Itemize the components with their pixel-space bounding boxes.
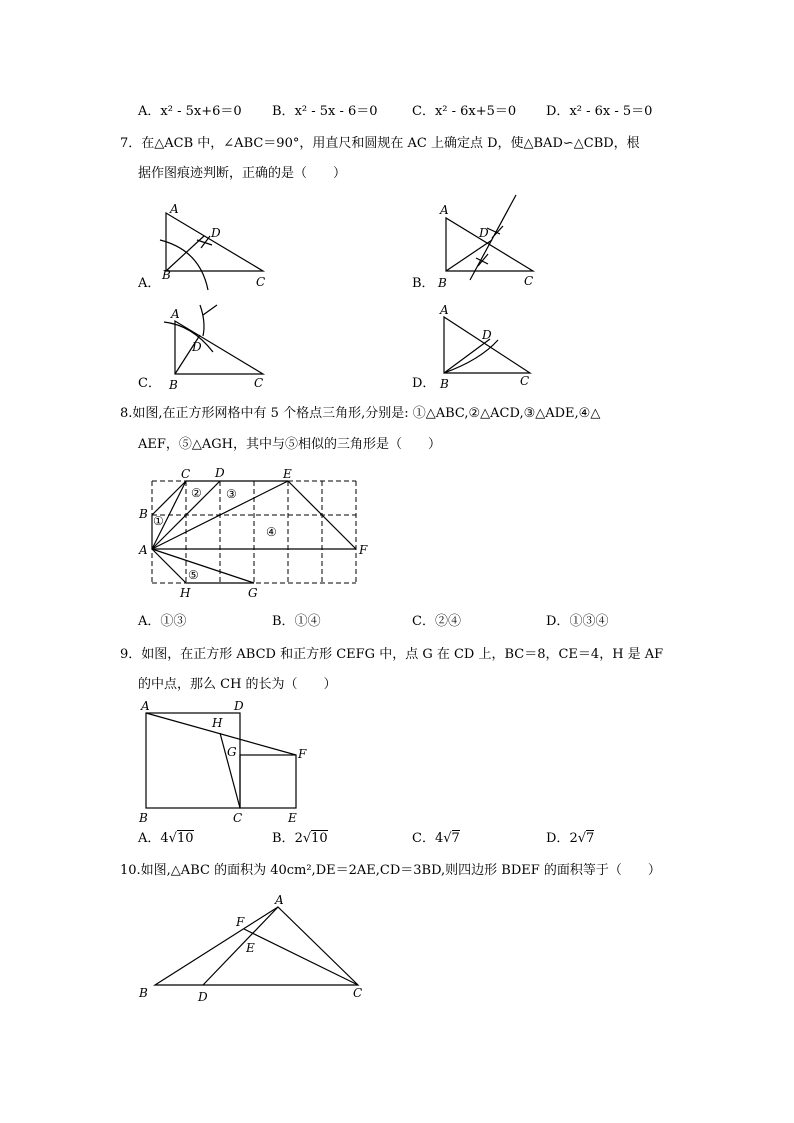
point-label-b: B <box>169 378 178 392</box>
q7-option-b-label[interactable]: B． <box>412 276 435 291</box>
option-label: A． <box>138 614 161 629</box>
point-label-b: B <box>139 986 148 1000</box>
label-circle-1: ① <box>153 514 164 528</box>
point-label-e: E <box>288 811 297 825</box>
q9-text-line2: 的中点，那么 CH 的长为（ ） <box>138 677 337 692</box>
label-circle-5: ⑤ <box>188 568 199 582</box>
point-label-e: E <box>283 467 292 481</box>
option-text: ①③ <box>160 614 187 629</box>
option-text: x² - 5x - 6＝0 <box>294 104 378 119</box>
q9-text-line1: 9．如图，在正方形 ABCD 和正方形 CEFG 中，点 G 在 CD 上，BC＝8，CE＝4，H 是 AF <box>120 647 664 662</box>
option-radicand: 7 <box>586 831 595 846</box>
option-label: D． <box>546 614 570 629</box>
option-coef: 2 <box>294 831 303 846</box>
option-text: ②④ <box>434 614 461 629</box>
point-label-a: A <box>440 203 449 217</box>
point-label-c: C <box>524 274 534 288</box>
option-text: x² - 5x+6＝0 <box>160 104 242 119</box>
option-label: D． <box>546 104 570 119</box>
q8-text-line1: 8.如图,在正方形网格中有 5 个格点三角形,分别是: ①△ABC,②△ACD,③△ADE,④△ <box>120 406 601 421</box>
point-label-b: B <box>440 377 449 391</box>
segment-cf <box>244 929 358 985</box>
point-label-a: A <box>141 699 150 713</box>
point-label-b: B <box>162 268 171 282</box>
point-label-b: B <box>139 507 148 521</box>
option-radicand: 7 <box>451 831 460 846</box>
option-label: B． <box>272 831 295 846</box>
point-label-h: H <box>180 586 191 600</box>
label-circle-4: ④ <box>266 525 277 539</box>
q7-option-c-label[interactable]: C． <box>138 376 161 391</box>
option-label: D． <box>546 831 570 846</box>
point-label-f: F <box>236 915 245 929</box>
option-radicand: 10 <box>176 831 194 846</box>
option-label: B． <box>272 614 295 629</box>
point-label-a: A <box>139 543 148 557</box>
point-label-e: E <box>246 941 255 955</box>
label-circle-3: ③ <box>226 487 237 501</box>
point-label-g: G <box>227 745 237 759</box>
point-label-a: A <box>440 303 449 317</box>
point-label-c: C <box>233 811 243 825</box>
point-label-d: D <box>479 226 489 240</box>
option-coef: 4 <box>434 831 444 846</box>
point-label-a: A <box>171 307 180 321</box>
point-label-d: D <box>234 699 244 713</box>
option-label: C． <box>412 614 435 629</box>
sqrt-symbol: √ <box>577 831 587 846</box>
point-label-d: D <box>192 340 202 354</box>
q8-text-line2: AEF，⑤△AGH，其中与⑤相似的三角形是（ ） <box>138 437 442 452</box>
sqrt-symbol: √ <box>443 831 452 846</box>
point-label-d: D <box>482 328 492 342</box>
point-label-c: C <box>181 467 191 481</box>
point-label-c: C <box>353 986 363 1000</box>
q7-text-line2: 据作图痕迹判断，正确的是（ ） <box>138 166 347 181</box>
option-text: ①④ <box>294 614 321 629</box>
point-label-c: C <box>254 376 264 390</box>
option-label: A． <box>138 104 161 119</box>
q7-option-d-label[interactable]: D． <box>412 376 436 391</box>
point-label-d: D <box>215 466 225 480</box>
option-coef: 4 <box>160 831 169 846</box>
q10-text-line1: 10.如图,△ABC 的面积为 40cm²,DE＝2AE,CD＝3BD,则四边形 BDEF 的面积等于（ ） <box>120 863 661 878</box>
option-text: x² - 6x+5＝0 <box>434 104 517 119</box>
point-label-f: F <box>359 543 368 557</box>
option-label: B． <box>272 104 295 119</box>
option-coef: 2 <box>569 831 578 846</box>
point-label-c: C <box>520 374 530 388</box>
option-label: A． <box>138 831 161 846</box>
option-label: C． <box>412 104 435 119</box>
point-label-h: H <box>212 716 223 730</box>
sqrt-symbol: √ <box>302 831 312 846</box>
point-label-a: A <box>275 893 284 907</box>
point-label-d: D <box>211 226 221 240</box>
point-label-a: A <box>170 202 179 216</box>
point-label-b: B <box>139 811 148 825</box>
option-radicand: 10 <box>311 831 328 846</box>
point-label-g: G <box>248 586 258 600</box>
point-label-d: D <box>198 990 208 1004</box>
option-text: ①③④ <box>569 614 609 629</box>
label-circle-2: ② <box>191 486 202 500</box>
option-text: x² - 6x - 5＝0 <box>569 104 653 119</box>
point-label-b: B <box>438 276 447 290</box>
point-label-f: F <box>298 747 307 761</box>
triangle-abc <box>155 907 358 985</box>
q7-option-a-label[interactable]: A． <box>138 276 161 291</box>
q7-text-line1: 7．在△ACB 中，∠ABC＝90°，用直尺和圆规在 AC 上确定点 D，使△BAD∽△CBD，根 <box>120 136 640 151</box>
option-label: C． <box>412 831 435 846</box>
sqrt-symbol: √ <box>168 831 177 846</box>
point-label-c: C <box>256 275 266 289</box>
